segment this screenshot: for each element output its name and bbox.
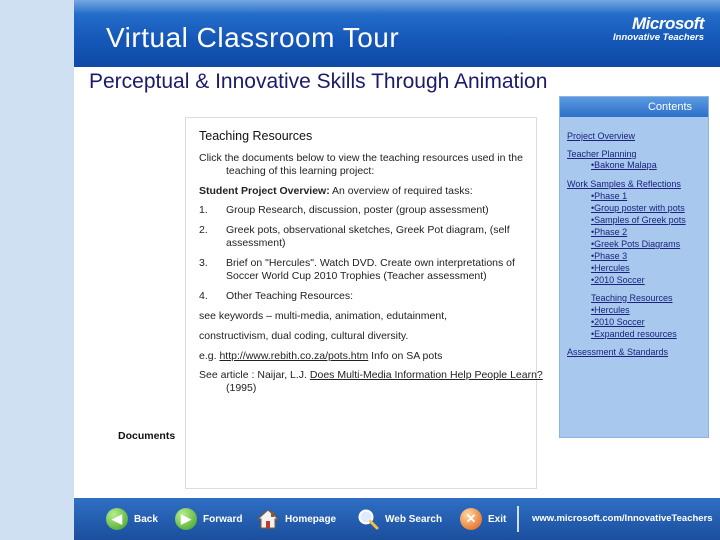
sidebar-item-assessment[interactable] <box>567 346 668 358</box>
list-text: Brief on "Hercules". Watch DVD. Create own interpretations of Soccer World Cup 2010 Trophies (Teacher assessment) <box>226 257 515 282</box>
sidebar-header <box>560 97 708 117</box>
exit-button[interactable] <box>460 508 506 530</box>
header-shine <box>74 0 720 14</box>
sidebar-title: Contents <box>647 101 692 113</box>
forward-label: Forward <box>203 513 243 525</box>
tr-link-soccer[interactable]: •2010 Soccer <box>591 317 645 327</box>
overview-text: An overview of required tasks: <box>329 185 473 197</box>
example-prefix: e.g. <box>199 350 220 362</box>
sidebar-subitem[interactable] <box>591 316 645 328</box>
list-number: 1. <box>199 204 208 216</box>
list-number: 3. <box>199 257 208 269</box>
sidebar-item-teaching-resources[interactable] <box>591 292 673 304</box>
sidebar-subitem[interactable] <box>591 304 630 316</box>
back-label: Back <box>134 513 158 525</box>
ws-link-phase3[interactable]: •Phase 3 <box>591 251 628 261</box>
page-title: Virtual Classroom Tour <box>106 22 400 53</box>
article-suffix: (1995) <box>226 382 257 394</box>
documents-label: Documents <box>118 430 176 442</box>
article-line <box>199 369 556 395</box>
main-heading: Perceptual & Innovative Skills Through Animation <box>89 70 548 93</box>
web-search-label: Web Search <box>385 513 443 525</box>
forward-button[interactable] <box>175 508 242 530</box>
ws-link-hercules[interactable]: •Hercules <box>591 263 630 273</box>
sidebar-subitem[interactable] <box>591 238 680 250</box>
project-overview-link[interactable]: Project Overview <box>567 131 636 141</box>
teaching-resources-link[interactable]: Teaching Resources <box>591 293 673 303</box>
microsoft-brand-text: Microsoft <box>632 14 704 33</box>
sidebar-subitem[interactable] <box>591 250 627 262</box>
home-icon <box>257 508 279 530</box>
list-item <box>199 257 529 283</box>
list-item <box>199 224 529 250</box>
tr-link-hercules[interactable]: •Hercules <box>591 305 630 315</box>
contents-sidebar <box>559 96 709 438</box>
list-text: Group Research, discussion, poster (group assessment) <box>226 204 489 216</box>
exit-x-icon: ✕ <box>460 508 482 530</box>
exit-label: Exit <box>488 513 507 525</box>
microsoft-logo <box>613 14 704 43</box>
bakone-link[interactable]: •Bakone Malapa <box>591 160 657 170</box>
footer-nav <box>74 498 720 540</box>
forward-arrow-icon: ▶ <box>175 508 197 530</box>
ws-link-group-poster[interactable]: •Group poster with pots <box>591 203 685 213</box>
sidebar-item-project-overview[interactable] <box>567 130 635 142</box>
list-item <box>199 290 529 303</box>
list-text: Other Teaching Resources: <box>226 290 354 302</box>
back-arrow-icon: ◀ <box>106 508 128 530</box>
content-panel <box>185 117 543 489</box>
ws-link-soccer[interactable]: •2010 Soccer <box>591 275 645 285</box>
ws-link-diagrams[interactable]: •Greek Pots Diagrams <box>591 239 681 249</box>
web-search-button[interactable] <box>357 508 442 530</box>
sidebar-subitem[interactable] <box>591 214 686 226</box>
sidebar-subitem[interactable] <box>591 190 627 202</box>
sidebar-subitem[interactable] <box>591 274 645 286</box>
list-text: Greek pots, observational sketches, Greek Pot diagram, (self assessment) <box>226 224 510 249</box>
keywords-text-2: constructivism, dual coding, cultural diversity. <box>199 330 409 342</box>
sidebar-subitem[interactable] <box>591 226 627 238</box>
sidebar-item-work-samples[interactable] <box>567 178 681 190</box>
teacher-planning-link[interactable]: Teacher Planning <box>567 149 637 159</box>
header-banner <box>74 0 720 67</box>
homepage-label: Homepage <box>285 513 337 525</box>
sidebar-subitem[interactable] <box>591 262 630 274</box>
keywords-text: see keywords – multi-media, animation, edutainment, <box>199 310 448 322</box>
overview-line <box>199 185 529 198</box>
magnifier-icon <box>357 508 379 530</box>
pots-link[interactable]: http://www.rebith.co.za/pots.htm <box>219 350 369 362</box>
ws-link-phase1[interactable]: •Phase 1 <box>591 191 628 201</box>
work-samples-link[interactable]: Work Samples & Reflections <box>567 179 681 189</box>
article-link[interactable]: Does Multi-Media Information Help People Learn? <box>309 369 543 381</box>
list-item <box>199 204 529 217</box>
example-line <box>199 350 529 363</box>
sidebar-subitem[interactable] <box>591 328 677 340</box>
ws-link-samples[interactable]: •Samples of Greek pots <box>591 215 686 225</box>
tr-link-expanded[interactable]: •Expanded resources <box>591 329 677 339</box>
list-number: 4. <box>199 290 208 302</box>
sidebar-subitem-bakone[interactable] <box>591 159 657 171</box>
overview-label: Student Project Overview: <box>199 185 330 197</box>
list-number: 2. <box>199 224 208 236</box>
example-suffix: Info on SA pots <box>368 350 443 362</box>
ws-link-phase2[interactable]: •Phase 2 <box>591 227 628 237</box>
section-heading: Teaching Resources <box>199 129 313 143</box>
article-prefix: See article : Naijar, L.J. <box>199 369 310 381</box>
innovative-teachers-text: Innovative Teachers <box>613 32 704 43</box>
homepage-button[interactable] <box>257 508 336 530</box>
sidebar-subitem[interactable] <box>591 202 685 214</box>
footer-url[interactable]: www.microsoft.com/InnovativeTeachers <box>532 513 713 524</box>
assessment-link[interactable]: Assessment & Standards <box>567 347 669 357</box>
back-button[interactable] <box>106 508 158 530</box>
intro-text: Click the documents below to view the teaching resources used in the teaching of this learning project: <box>199 152 523 177</box>
footer-divider <box>517 506 519 532</box>
